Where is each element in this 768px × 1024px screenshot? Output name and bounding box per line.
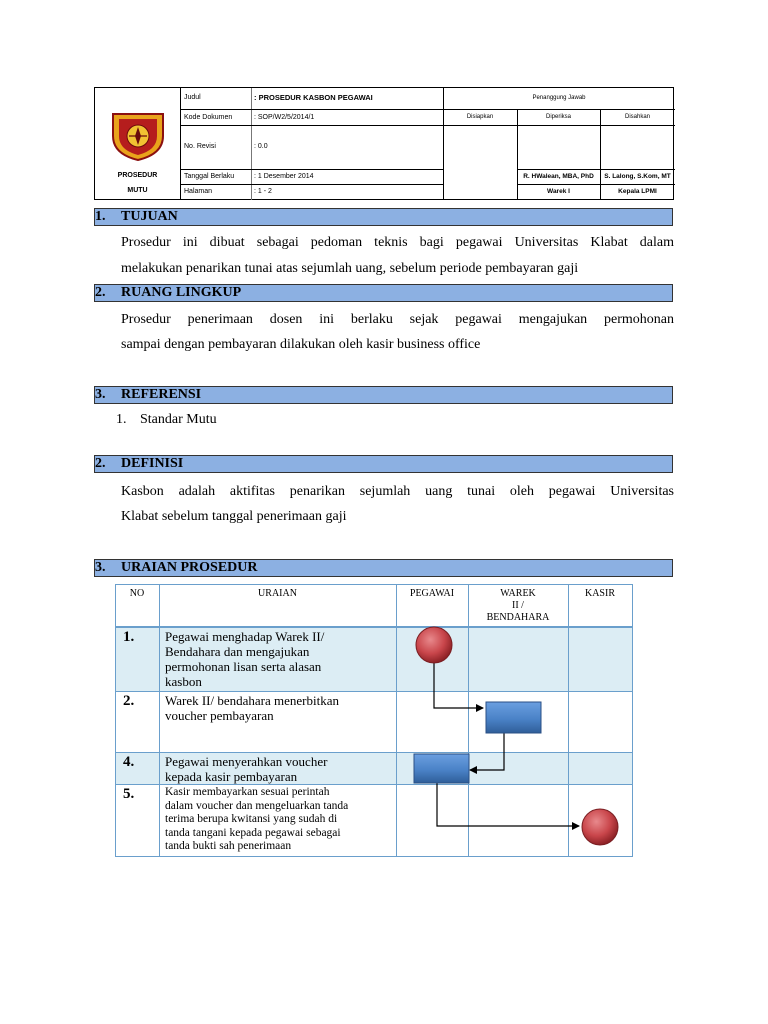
row-3-line-2: kepada kasir pembayaran: [165, 769, 298, 784]
university-logo-icon: [107, 110, 169, 162]
section-title: URAIAN PROSEDUR: [121, 560, 258, 575]
row-number: 5.: [123, 786, 135, 802]
section-bar-referensi: [94, 386, 673, 404]
section-title: REFERENSI: [121, 387, 202, 402]
section-title: TUJUAN: [121, 209, 178, 224]
row-4-line-2: dalam voucher dan mengeluarkan tanda: [165, 799, 349, 812]
row-4-line-5: tanda bukti sah penerimaan: [165, 840, 292, 852]
tujuan-line-1: Prosedur ini dibuat sebagai pedoman teknis bagi pegawai Universitas Klabat dalam: [121, 235, 674, 250]
revision-number: : 0.0: [254, 143, 268, 150]
section-bar-ruang-lingkup: [94, 284, 673, 302]
referensi-item-text: Standar Mutu: [140, 412, 217, 427]
section-number: 3.: [95, 387, 106, 402]
row-4-line-4: tanda tangani kepada pegawai sebagai: [165, 826, 341, 839]
section-number: 2.: [95, 285, 106, 300]
row-1-line-4: kasbon: [165, 674, 202, 689]
row-4-line-3: terima berupa kwitansi yang sudah di: [165, 813, 338, 825]
connector-3-4: [437, 783, 579, 826]
row-3-line-1: Pegawai menyerahkan voucher: [165, 754, 328, 769]
column-header-warek-line3: BENDAHARA: [486, 612, 550, 623]
role-approved: Disahkan: [624, 114, 650, 120]
field-label-halaman: Halaman: [184, 188, 213, 195]
effective-date: : 1 Desember 2014: [254, 173, 314, 180]
role-checked: Diperiksa: [545, 114, 571, 120]
voucher-box-pegawai: [414, 754, 469, 783]
flowchart-diagram: [115, 584, 633, 857]
field-label-kode: Kode Dokumen: [184, 114, 233, 121]
row-4-line-1: Kasir membayarkan sesuai perintah: [165, 786, 330, 798]
row-1-line-2: Bendahara dan mengajukan: [165, 644, 310, 659]
column-header-kasir: KASIR: [584, 588, 615, 599]
voucher-box-warek: [486, 702, 541, 733]
page-range: : 1 - 2: [254, 188, 272, 195]
section-number: 3.: [95, 560, 106, 575]
definisi-line-2: Klabat sebelum tanggal penerimaan gaji: [121, 509, 347, 524]
column-header-warek-line1: WAREK: [500, 588, 536, 599]
row-number: 2.: [123, 693, 135, 709]
tujuan-line-2: melakukan penarikan tunai atas sejumlah uang, sebelum periode pembayaran gaji: [121, 261, 579, 276]
checker-position: Warek I: [547, 188, 570, 195]
connector-1-2: [434, 663, 483, 708]
approver-position: Kepala LPMI: [618, 188, 657, 195]
section-bar-tujuan: [94, 208, 673, 226]
section-number: 1.: [95, 209, 106, 224]
referensi-item-number: 1.: [116, 412, 127, 427]
field-label-tanggal: Tanggal Berlaku: [184, 173, 235, 180]
section-title: RUANG LINGKUP: [121, 285, 242, 300]
definisi-line-1: Kasbon adalah aktifitas penarikan sejumlah uang tunai oleh pegawai Universitas: [121, 484, 674, 499]
column-header-warek-line2: II /: [512, 600, 524, 611]
column-header-uraian: URAIAN: [258, 588, 297, 599]
unit-line2: MUTU: [127, 187, 148, 194]
approver-name: S. Lalong, S.Kom, MT: [604, 173, 671, 180]
column-header-no: NO: [129, 588, 145, 599]
start-circle-shape: [416, 627, 452, 663]
unit-line1: PROSEDUR: [117, 172, 158, 179]
section-bar-uraian-prosedur: [94, 559, 673, 577]
document-header: [94, 87, 674, 200]
row-number: 4.: [123, 754, 135, 770]
ruang-lingkup-line-1: Prosedur penerimaan dosen ini berlaku sejak pegawai mengajukan permohonan: [121, 312, 674, 327]
document-title: : PROSEDUR KASBON PEGAWAI: [254, 93, 373, 102]
section-number: 2.: [95, 456, 106, 471]
section-bar-definisi: [94, 455, 673, 473]
row-2-line-1: Warek II/ bendahara menerbitkan: [165, 693, 340, 708]
column-header-pegawai: PEGAWAI: [409, 588, 455, 599]
row-1-line-1: Pegawai menghadap Warek II/: [165, 629, 325, 644]
field-label-judul: Judul: [184, 94, 201, 101]
checker-name: R. HWalean, MBA, PhD: [523, 173, 594, 180]
row-1-line-3: permohonan lisan serta alasan: [165, 659, 322, 674]
responsible-title: Penanggung Jawab: [532, 95, 586, 101]
ruang-lingkup-line-2: sampai dengan pembayaran dilakukan oleh kasir business office: [121, 337, 481, 352]
row-2-line-2: voucher pembayaran: [165, 708, 274, 723]
connector-2-3: [470, 733, 504, 770]
document-code: : SOP/W2/5/2014/1: [254, 114, 315, 121]
role-prepared: Disiapkan: [466, 114, 494, 120]
field-label-revisi: No. Revisi: [184, 143, 216, 150]
procedure-table: [115, 584, 633, 857]
end-circle-shape: [582, 809, 618, 845]
row-number: 1.: [123, 629, 135, 645]
section-title: DEFINISI: [121, 456, 184, 471]
